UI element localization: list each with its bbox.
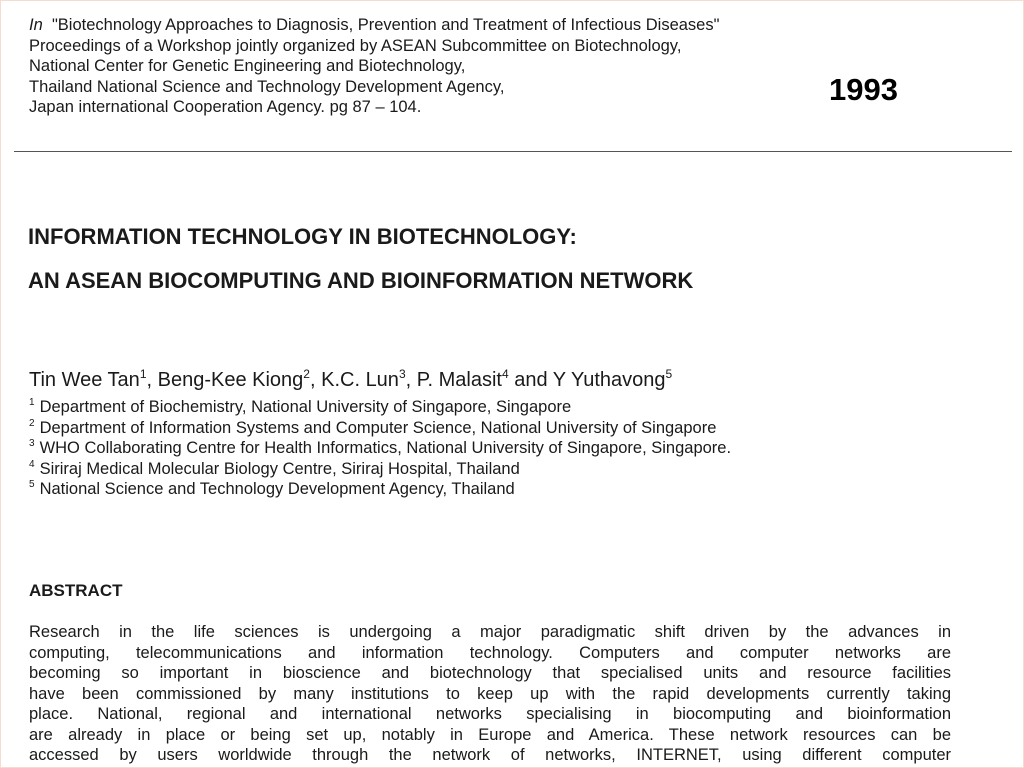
- affiliation-item: [29, 397, 929, 418]
- affiliation-list: [29, 397, 929, 500]
- abstract-body: [29, 622, 951, 766]
- affiliation-item: [29, 418, 929, 439]
- affiliation-number: 5: [29, 479, 35, 490]
- author-separator: ,: [309, 369, 322, 391]
- citation-line-5: Japan international Cooperation Agency. pg 87 – 104.: [29, 98, 422, 117]
- affiliation-item: [29, 438, 929, 459]
- abstract-line: becoming so important in bioscience and biotechnology that specialised units and resource facilities: [29, 664, 951, 682]
- affiliation-number: 1: [29, 397, 35, 408]
- citation-in-label: In: [29, 16, 43, 34]
- author-affiliation-marker: 5: [665, 367, 673, 381]
- author-separator: ,: [405, 369, 417, 391]
- affiliation-text: WHO Collaborating Centre for Health Informatics, National University of Singapore, Singapore.: [39, 439, 732, 457]
- citation-line-4: Thailand National Science and Technology Development Agency,: [29, 77, 505, 96]
- abstract-line: have been commissioned by many institutions to keep up with the rapid developments currently taking: [29, 684, 951, 703]
- abstract-heading: ABSTRACT: [29, 581, 123, 600]
- affiliation-text: National Science and Technology Development Agency, Thailand: [39, 480, 515, 498]
- citation-line-2: Proceedings of a Workshop jointly organized by ASEAN Subcommittee on Biotechnology,: [29, 36, 682, 55]
- publication-year: 1993: [829, 72, 898, 107]
- affiliation-text: Department of Biochemistry, National University of Singapore, Singapore: [39, 398, 572, 416]
- author-name: Y Yuthavong: [552, 369, 666, 391]
- abstract-line: Research in the life sciences is undergoing a major paradigmatic shift driven by the advances in: [29, 623, 951, 641]
- affiliation-item: [29, 479, 929, 500]
- paper-title-line-2: AN ASEAN BIOCOMPUTING AND BIOINFORMATION NETWORK: [28, 268, 694, 293]
- citation-block: [29, 15, 889, 118]
- author-affiliation-marker: 1: [139, 367, 147, 381]
- affiliation-number: 2: [29, 417, 35, 429]
- abstract-line: computing, telecommunications and information technology. Computers and computer networks are: [29, 643, 951, 662]
- citation-conference-title: "Biotechnology Approaches to Diagnosis, Prevention and Treatment of Infectious Diseases": [51, 16, 720, 34]
- author-list: [29, 369, 929, 392]
- citation-line-1: [29, 15, 889, 36]
- abstract-line: place. National, regional and international networks specialising in biocomputing and bioinformation: [29, 705, 951, 723]
- author-separator: and: [508, 369, 553, 391]
- affiliation-number: 3: [29, 438, 35, 449]
- author-separator: ,: [146, 369, 158, 391]
- author-affiliation-marker: 4: [501, 367, 509, 381]
- paper-title-line-1: INFORMATION TECHNOLOGY IN BIOTECHNOLOGY:: [28, 224, 577, 249]
- author-affiliation-marker: 3: [398, 367, 406, 381]
- author-name: Tin Wee Tan: [29, 369, 140, 391]
- affiliation-item: [29, 459, 929, 480]
- author-name: K.C. Lun: [321, 369, 399, 391]
- affiliation-text: Department of Information Systems and Computer Science, National University of Singapore: [39, 418, 717, 437]
- abstract-line: accessed by users worldwide through the network of networks, INTERNET, using different computer: [29, 746, 951, 764]
- author-name: Beng-Kee Kiong: [157, 369, 304, 391]
- author-name: P. Malasit: [416, 369, 502, 391]
- header-divider: [14, 151, 1012, 152]
- affiliation-number: 4: [29, 458, 35, 470]
- citation-line-3: National Center for Genetic Engineering and Biotechnology,: [29, 57, 466, 76]
- author-affiliation-marker: 2: [303, 367, 310, 381]
- abstract-line: are already in place or being set up, notably in Europe and America. These network resources can be: [29, 725, 951, 744]
- affiliation-text: Siriraj Medical Molecular Biology Centre, Siriraj Hospital, Thailand: [39, 459, 520, 478]
